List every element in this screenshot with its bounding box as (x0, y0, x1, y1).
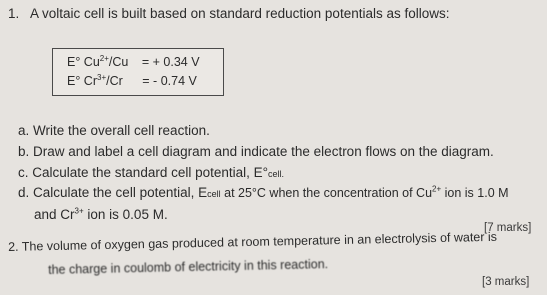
part-d-superscript: 2+ (432, 184, 442, 194)
part-d-suffix: ion is 1.0 M (441, 186, 509, 200)
part-d2-superscript: 3+ (74, 206, 84, 216)
question-1-marks: [7 marks] (484, 222, 532, 234)
part-d2-suffix: ion is 0.05 M. (83, 207, 168, 222)
potential-cr-value: = - 0.74 V (142, 74, 197, 88)
potential-cu-label: E° Cu (67, 55, 100, 69)
question-2-marks: [3 marks] (482, 276, 530, 288)
question-2-line-1: 2. The volume of oxygen gas produced at room temperature in an electrolysis of water is (8, 229, 498, 254)
part-c-text: c. Calculate the standard cell potential, E° (18, 165, 269, 180)
potentials-box (52, 48, 224, 96)
part-d-subscript: cell (207, 189, 221, 199)
potential-cu-couple: /Cu (108, 55, 129, 69)
potential-cr (67, 74, 197, 88)
potential-cu-value: = + 0.34 V (141, 55, 200, 69)
part-c-subscript: cell. (268, 169, 285, 179)
part-d-middle: at 25°C when the concentration of Cu (220, 186, 433, 200)
potential-cr-charge: 3+ (97, 72, 107, 82)
part-c (18, 165, 284, 180)
part-d-text: d. Calculate the cell potential, E (18, 185, 208, 200)
potential-cu (67, 55, 200, 69)
question-1-number: 1. (8, 6, 20, 21)
question-2-line-2: the charge in coulomb of electricity in this reaction. (48, 257, 329, 277)
question-1-stem: A voltaic cell is built based on standard reduction potentials as follows: (30, 6, 450, 21)
potential-cu-charge: 2+ (99, 53, 109, 63)
part-b: b. Draw and label a cell diagram and indicate the electron flows on the diagram. (18, 144, 494, 159)
part-a: a. Write the overall cell reaction. (18, 123, 210, 138)
potential-cr-couple: /Cr (106, 74, 123, 88)
part-d (18, 185, 509, 200)
part-d-line-2 (34, 207, 168, 222)
part-d2-text: and Cr (34, 207, 75, 222)
potential-cr-label: E° Cr (67, 74, 97, 88)
